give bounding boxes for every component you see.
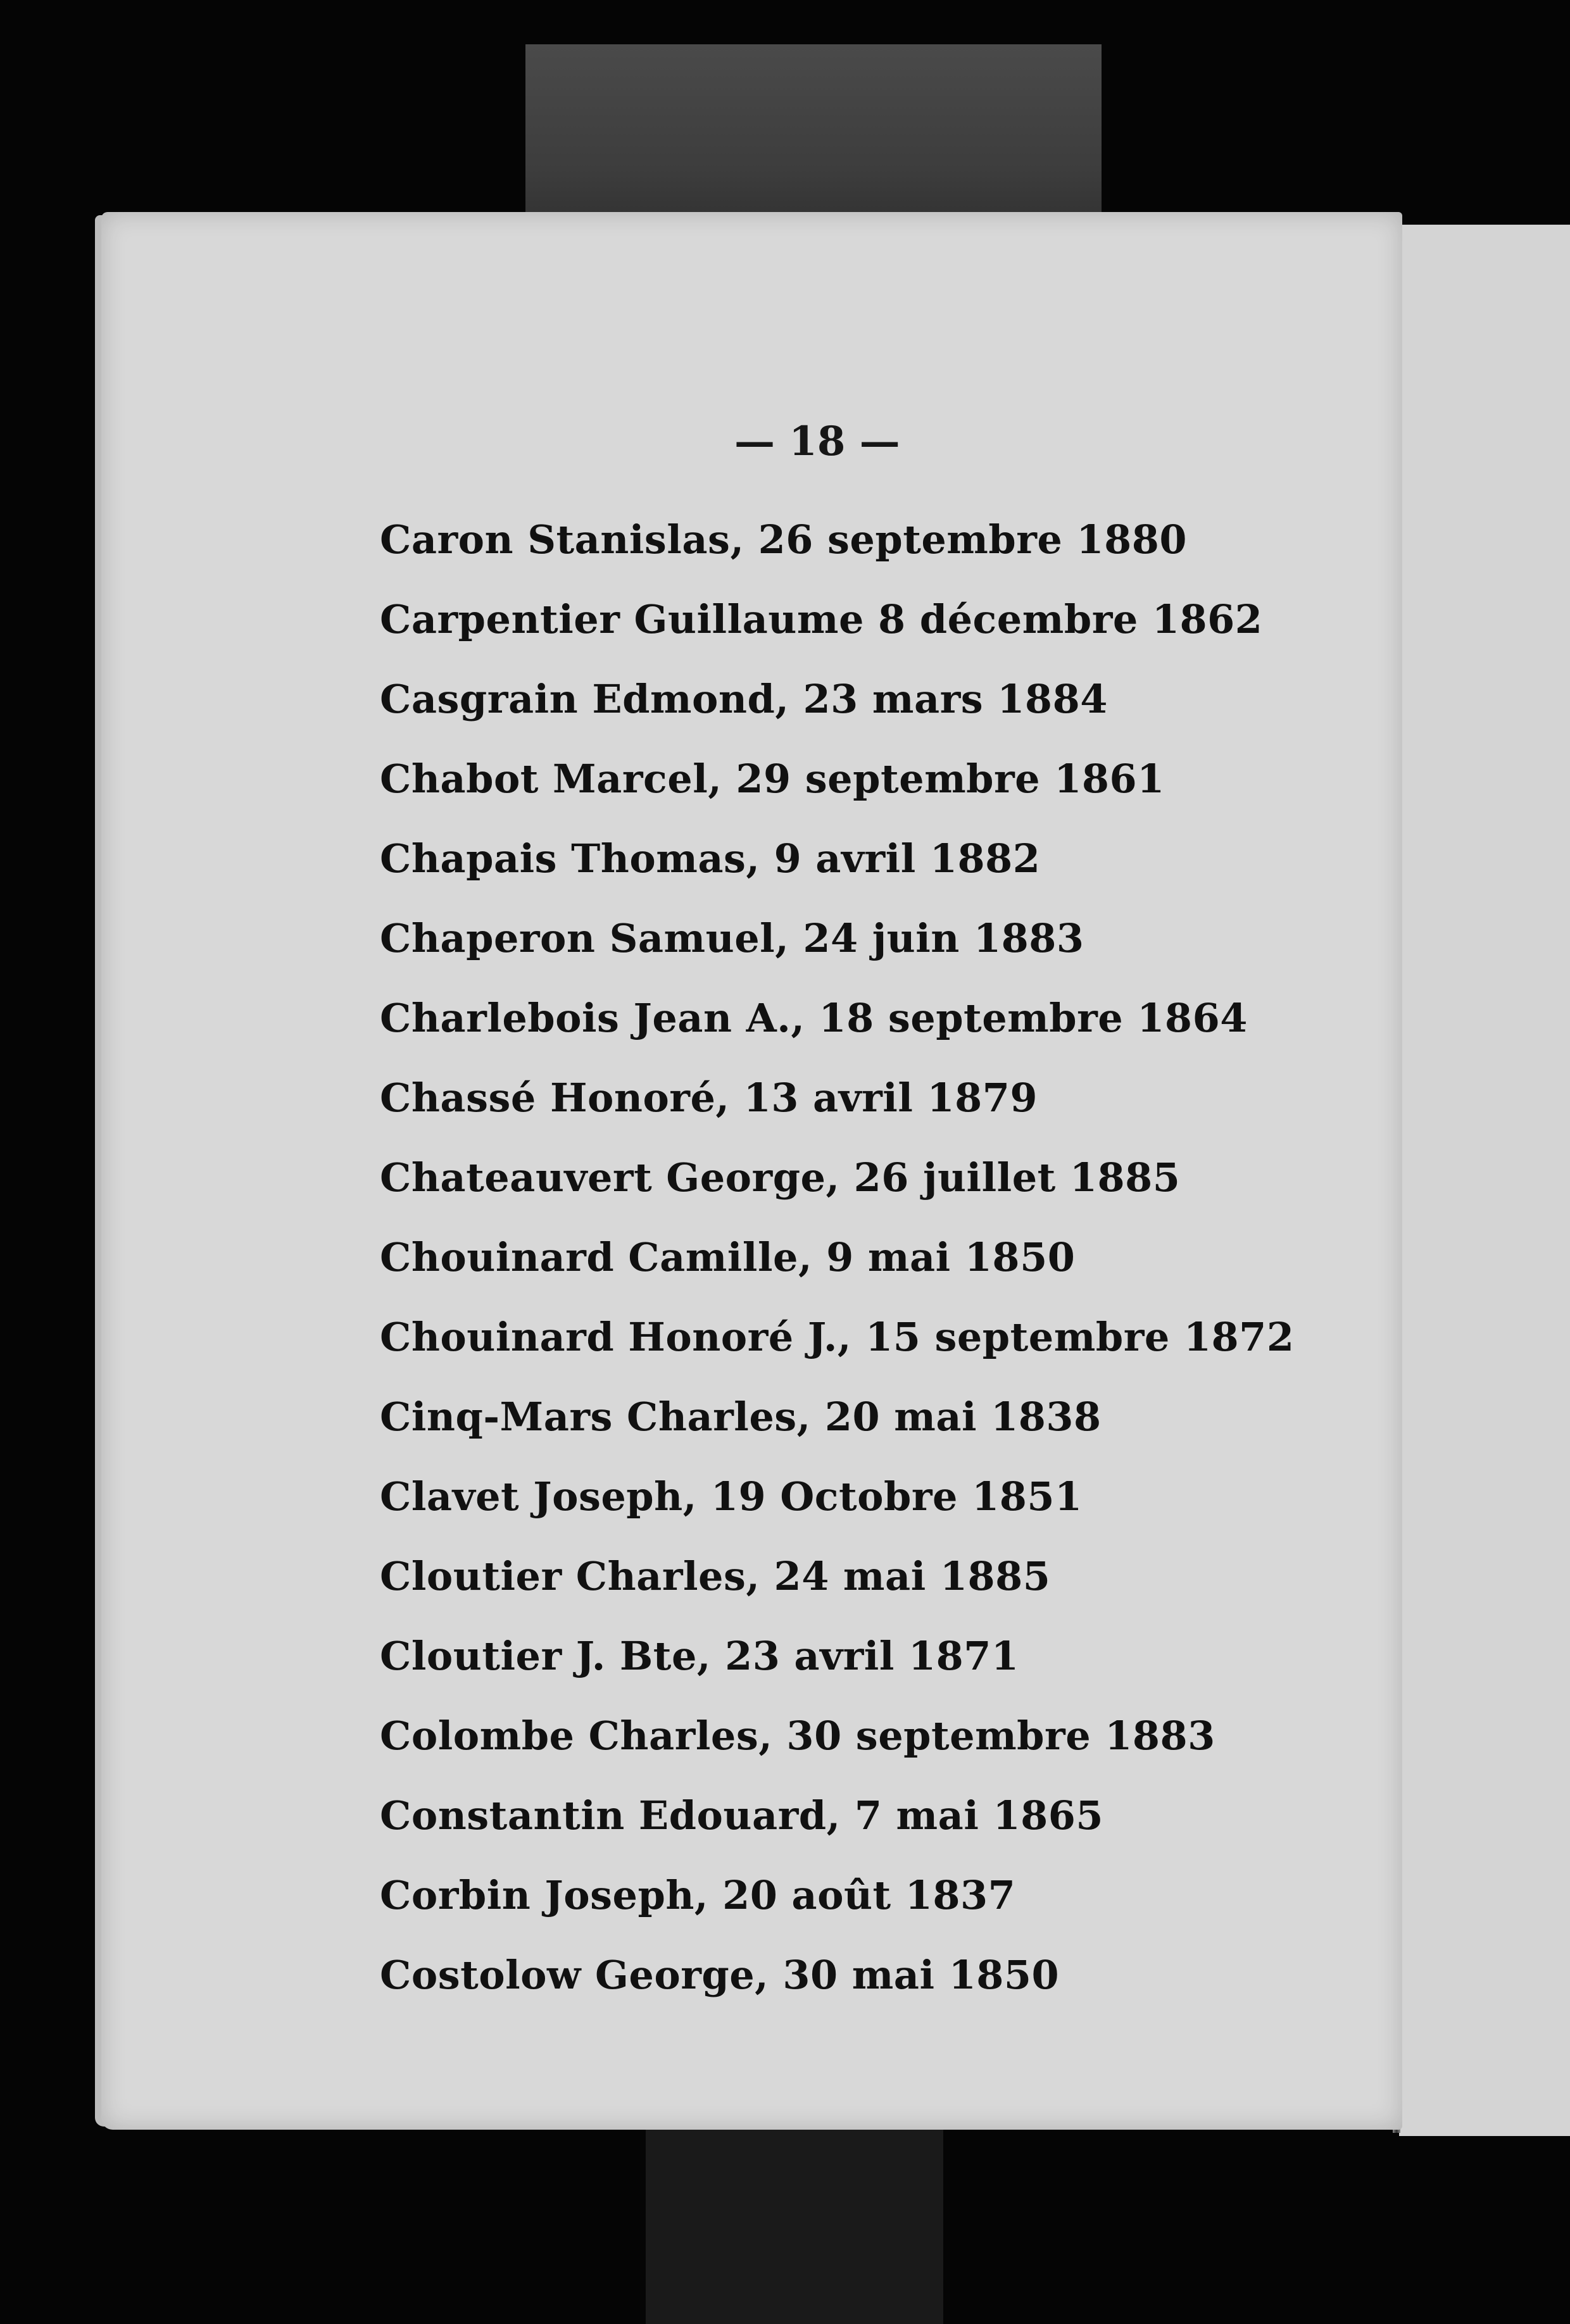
list-item: Charlebois Jean A., 18 septembre 1864 [380,995,1248,1041]
list-item: Constantin Edouard, 7 mai 1865 [380,1792,1104,1839]
list-item: Casgrain Edmond, 23 mars 1884 [380,676,1108,722]
list-item: Cloutier J. Bte, 23 avril 1871 [380,1633,1019,1679]
list-item: Chassé Honoré, 13 avril 1879 [380,1075,1038,1121]
list-item: Carpentier Guillaume 8 décembre 1862 [380,596,1263,642]
list-item: Chapais Thomas, 9 avril 1882 [380,835,1041,882]
list-item: Chateauvert George, 26 juillet 1885 [380,1154,1181,1201]
list-item: Chouinard Camille, 9 mai 1850 [380,1234,1076,1280]
list-item: Colombe Charles, 30 septembre 1883 [380,1713,1215,1759]
list-item: Chabot Marcel, 29 septembre 1861 [380,756,1165,802]
list-item: Chaperon Samuel, 24 juin 1883 [380,915,1084,961]
page-number: — 18 — [734,418,900,465]
list-item: Corbin Joseph, 20 août 1837 [380,1872,1016,1918]
facing-page [1399,225,1570,2136]
name-list [380,500,1380,2015]
list-item: Clavet Joseph, 19 Octobre 1851 [380,1473,1083,1520]
list-item: Caron Stanislas, 26 septembre 1880 [380,516,1187,563]
list-item: Chouinard Honoré J., 15 septembre 1872 [380,1314,1295,1360]
list-item: Cloutier Charles, 24 mai 1885 [380,1553,1051,1599]
list-item: Costolow George, 30 mai 1850 [380,1952,1060,1998]
list-item: Cinq-Mars Charles, 20 mai 1838 [380,1394,1102,1440]
mounting-tape-lower [646,2120,943,2324]
